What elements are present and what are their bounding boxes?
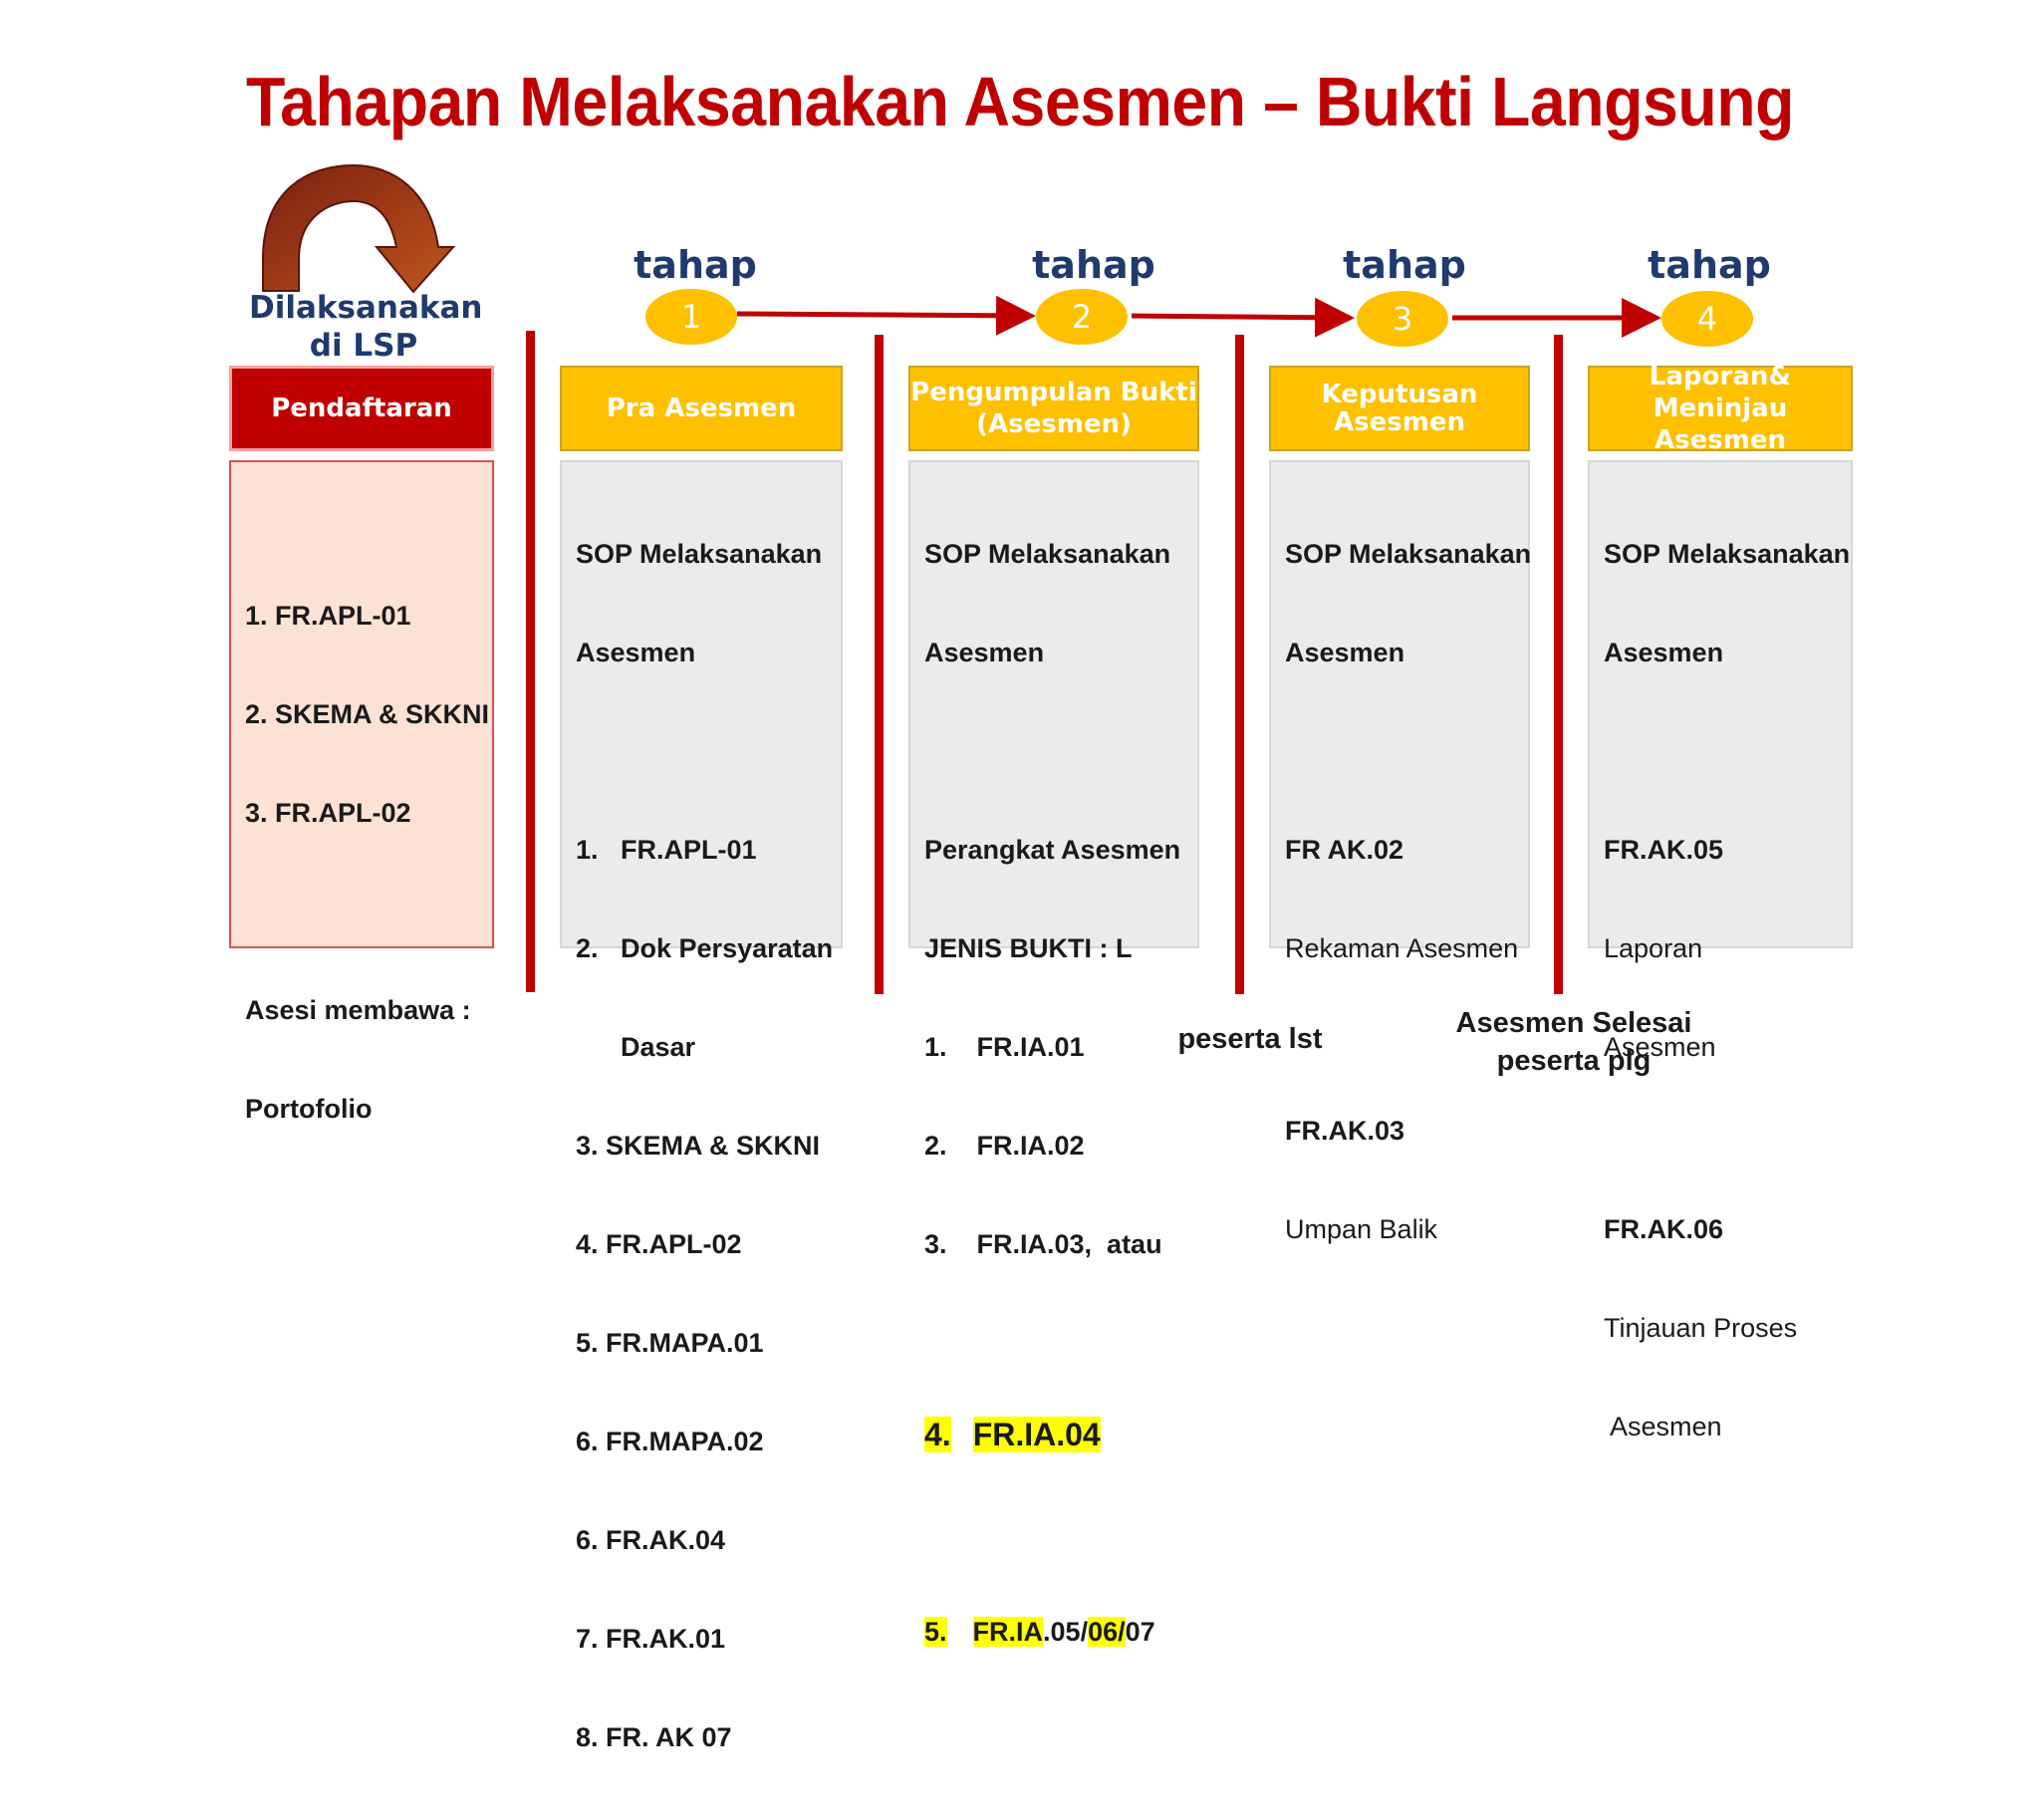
- pendaftaran-box: [229, 460, 494, 1124]
- ak02-desc: Rekaman Asesmen: [1285, 933, 1519, 963]
- list-item: 1. FR.APL-01: [576, 835, 757, 865]
- ak05-title: FR.AK.05: [1604, 835, 1724, 865]
- header-pra-label: Pra Asesmen: [606, 393, 797, 423]
- list-item: 1. FR.IA.01: [924, 1032, 1085, 1062]
- sop-line: Asesmen: [576, 638, 696, 667]
- list-item: 1. FR.APL-01: [245, 601, 411, 631]
- list-item: 6. FR.MAPA.02: [576, 1427, 764, 1456]
- perangkat-line: Perangkat Asesmen: [924, 835, 1181, 865]
- sop-line: Asesmen: [1285, 638, 1405, 667]
- stage-3-number: 3: [1357, 291, 1448, 347]
- list-item: 8. FR. AK 07: [576, 1722, 732, 1752]
- arrow-1-2: [737, 314, 1026, 316]
- keputusan-box: [1269, 460, 1532, 1244]
- separator-3: [1235, 335, 1244, 994]
- sop-line: SOP Melaksanakan: [1285, 539, 1532, 569]
- stage-4-number: 4: [1661, 291, 1753, 347]
- arrow-2-3: [1132, 316, 1345, 318]
- laporan-box: [1588, 460, 1853, 1441]
- item5-number: 5.: [924, 1617, 947, 1647]
- separator-4: [1554, 335, 1563, 994]
- sop-line: SOP Melaksanakan: [1604, 539, 1851, 569]
- lsp-note-line2: di LSP: [309, 328, 418, 364]
- list-item: 2. FR.IA.02: [924, 1131, 1085, 1161]
- stage-4-label: tahap: [1648, 243, 1771, 287]
- ak05-desc-line: Asesmen: [1604, 1032, 1716, 1062]
- list-item: 4. FR.APL-02: [576, 1229, 742, 1259]
- item5-part-a: FR.IA: [972, 1617, 1044, 1647]
- separator-1: [526, 331, 535, 992]
- header-pengumpulan-line2: (Asesmen): [976, 409, 1132, 439]
- header-laporan: [1588, 362, 1853, 455]
- list-item: 6. FR.AK.04: [576, 1525, 726, 1555]
- note-line: Portofolio: [245, 1094, 373, 1124]
- ak06-desc-line: Tinjauan Proses: [1604, 1313, 1798, 1343]
- selesai-line1: Asesmen Selesai: [1455, 1007, 1692, 1039]
- peserta-lst-label: peserta lst: [1177, 1023, 1323, 1055]
- lsp-note-line1: Dilaksanakan: [249, 290, 483, 326]
- separator-2: [875, 335, 884, 994]
- list-item-5: [924, 1616, 1180, 1649]
- sop-line: Asesmen: [1604, 638, 1724, 667]
- item4-text: FR.IA.04: [972, 1417, 1101, 1452]
- ak02-title: FR AK.02: [1285, 835, 1404, 865]
- list-item: 2. SKEMA & SKKNI: [245, 699, 490, 729]
- sop-line: SOP Melaksanakan: [576, 539, 823, 569]
- list-item: 3. FR.IA.03, atau: [924, 1229, 1162, 1259]
- stage-1-label: tahap: [634, 243, 757, 287]
- pra-asesmen-box: [560, 460, 843, 1752]
- header-pra-asesmen: [560, 366, 843, 451]
- list-item: 3. SKEMA & SKKNI: [576, 1131, 821, 1161]
- note-line: Asesi membawa :: [245, 995, 471, 1025]
- header-pengumpulan-line1: Pengumpulan Bukti: [910, 378, 1197, 407]
- stage-1-number: 1: [645, 289, 737, 345]
- ak06-desc-line: Asesmen: [1604, 1412, 1722, 1441]
- header-pendaftaran-label: Pendaftaran: [271, 393, 452, 423]
- list-item: Dasar: [576, 1032, 696, 1062]
- list-item: 5. FR.MAPA.01: [576, 1328, 764, 1358]
- ak03-desc: Umpan Balik: [1285, 1214, 1438, 1244]
- header-keputusan-line2: Asesmen: [1334, 407, 1465, 437]
- sop-line: Asesmen: [924, 638, 1045, 667]
- ak05-desc-line: Laporan: [1604, 933, 1703, 963]
- list-item: 2. Dok Persyaratan: [576, 933, 834, 963]
- item5-part-b: .05/: [1043, 1617, 1089, 1647]
- laporan-content: [1604, 472, 1850, 1509]
- header-keputusan-line1: Keputusan: [1321, 380, 1478, 409]
- item5-part-c: 06/: [1088, 1617, 1126, 1647]
- ak03-title: FR.AK.03: [1285, 1116, 1405, 1146]
- header-laporan-line2: Meninjau Asesmen: [1653, 393, 1788, 455]
- pra-content: [576, 472, 833, 1820]
- list-item: 3. FR.APL-02: [245, 798, 411, 828]
- item5-part-d: 07: [1125, 1617, 1155, 1647]
- pengumpulan-content: [924, 472, 1180, 1714]
- stage-2-number: 2: [1036, 289, 1128, 345]
- list-item-4: [924, 1415, 1180, 1454]
- keputusan-content: [1285, 472, 1531, 1312]
- header-pengumpulan: [908, 366, 1199, 451]
- selesai-line2: peserta plg: [1496, 1045, 1652, 1077]
- stage-2-label: tahap: [1032, 243, 1155, 287]
- sop-line: SOP Melaksanakan: [924, 539, 1171, 569]
- stage-3-label: tahap: [1343, 243, 1466, 287]
- ak06-title: FR.AK.06: [1604, 1214, 1724, 1244]
- page-title: Tahapan Melaksanakan Asesmen – Bukti Langsung: [246, 63, 1794, 140]
- item4-number: 4.: [924, 1417, 951, 1452]
- pengumpulan-box: [908, 460, 1199, 1647]
- header-pendaftaran: [229, 366, 494, 451]
- list-item: 7. FR.AK.01: [576, 1624, 726, 1654]
- perangkat-line: JENIS BUKTI : L: [924, 933, 1133, 963]
- header-laporan-line1: Laporan&: [1649, 362, 1792, 391]
- header-keputusan: [1269, 366, 1530, 451]
- asesmen-selesai-label: [1434, 1004, 1713, 1080]
- pendaftaran-list: [245, 534, 489, 1191]
